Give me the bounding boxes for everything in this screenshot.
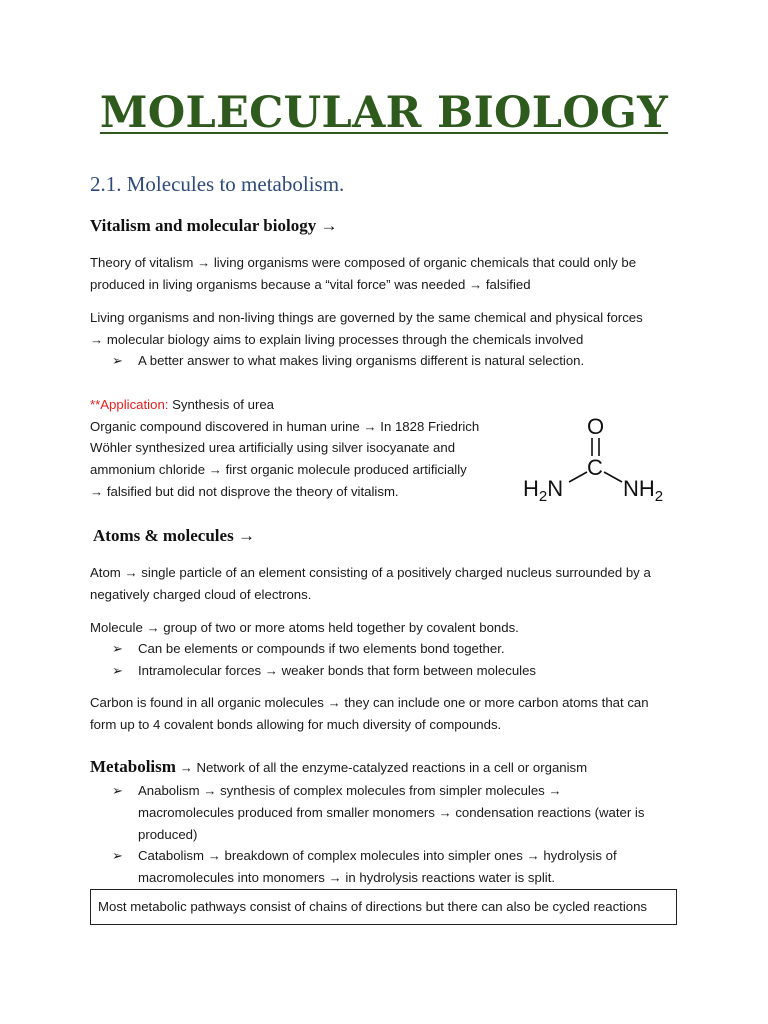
urea-structure-diagram	[515, 408, 685, 508]
anabolism-bullet-item	[112, 780, 672, 846]
left-amine-subscript: 2	[538, 488, 548, 505]
vitalism-paragraph-1-line-2: produced in living organisms because a “vital force” was needed → falsified	[90, 277, 531, 292]
right-single-bond	[604, 472, 622, 482]
catabolism-line-2: macromolecules into monomers → in hydrolysis reactions water is split.	[138, 870, 556, 885]
application-line-4: → falsified but did not disprove the theory of vitalism.	[90, 484, 399, 499]
molecule-definition: Molecule → group of two or more atoms held together by covalent bonds.	[90, 620, 519, 635]
application-line-2: Wöhler synthesized urea artificially using silver isocyanate and	[90, 440, 456, 455]
vitalism-paragraph-2-line-2: → molecular biology aims to explain living processes through the chemicals involved	[90, 332, 584, 347]
atom-definition-line-2: negatively charged cloud of electrons.	[90, 587, 312, 602]
left-amine-n: N	[547, 476, 564, 501]
catabolism-bullet-item	[112, 845, 672, 889]
molecule-bullet-text-2: Intramolecular forces → weaker bonds that form between molecules	[138, 663, 537, 678]
vitalism-bullet-text: A better answer to what makes living organisms different is natural selection.	[138, 353, 585, 368]
vitalism-heading: Vitalism and molecular biology →	[90, 216, 338, 235]
carbon-paragraph-line-1: Carbon is found in all organic molecules → they can include one or more carbon atoms that can	[90, 695, 649, 710]
metabolism-definition: → Network of all the enzyme-catalyzed reactions in a cell or organism	[175, 760, 588, 775]
vitalism-paragraph-2-line-1: Living organisms and non-living things are governed by the same chemical and physical forces	[90, 310, 643, 325]
oxygen-atom-label: O	[587, 414, 605, 439]
section-heading: 2.1. Molecules to metabolism.	[90, 172, 345, 196]
arrow-bullet-icon: ➢	[112, 783, 123, 798]
arrow-bullet-icon: ➢	[112, 353, 123, 368]
anabolism-line-3: produced)	[138, 827, 198, 842]
catabolism-line-1: Catabolism → breakdown of complex molecules into simpler ones → hydrolysis of	[138, 848, 617, 863]
molecule-bullet-item-2	[112, 660, 672, 682]
molecule-bullet-item-1	[112, 638, 672, 660]
carbon-paragraph-line-2: form up to 4 covalent bonds allowing for much diversity of compounds.	[90, 717, 502, 732]
atom-definition-line-1: Atom → single particle of an element consisting of a positively charged nucleus surrounded by a	[90, 565, 651, 580]
metabolism-heading: Metabolism	[90, 757, 176, 776]
anabolism-line-1: Anabolism → synthesis of complex molecules from simpler molecules →	[138, 783, 562, 798]
left-single-bond	[569, 472, 587, 482]
vitalism-paragraph-1-line-1: Theory of vitalism → living organisms were composed of organic chemicals that could only be	[90, 255, 637, 270]
application-label: **Application:	[90, 397, 169, 412]
carbon-atom-label: C	[587, 455, 603, 480]
right-amine-group	[623, 476, 663, 505]
right-amine-subscript: 2	[654, 488, 664, 505]
page-title: MOLECULAR BIOLOGY	[99, 88, 669, 138]
anabolism-line-2: macromolecules produced from smaller monomers → condensation reactions (water is	[138, 805, 645, 820]
metabolic-pathways-note-box: Most metabolic pathways consist of chains of directions but there can also be cycled reactions	[90, 889, 677, 925]
left-amine-group	[523, 476, 563, 505]
atoms-heading: Atoms & molecules →	[93, 526, 255, 545]
application-line-3: ammonium chloride → first organic molecule produced artificially	[90, 462, 467, 477]
molecule-bullet-text-1: Can be elements or compounds if two elements bond together.	[138, 641, 505, 656]
arrow-bullet-icon: ➢	[112, 641, 123, 656]
right-amine-nh: NH	[623, 476, 655, 501]
arrow-bullet-icon: ➢	[112, 848, 123, 863]
arrow-bullet-icon: ➢	[112, 663, 123, 678]
vitalism-bullet-item	[112, 350, 672, 372]
left-amine-h: H	[523, 476, 539, 501]
application-line-1: Organic compound discovered in human urine → In 1828 Friedrich	[90, 419, 480, 434]
application-title: Synthesis of urea	[168, 397, 275, 412]
application-title-line	[90, 394, 274, 416]
metabolism-definition-line	[90, 756, 587, 779]
